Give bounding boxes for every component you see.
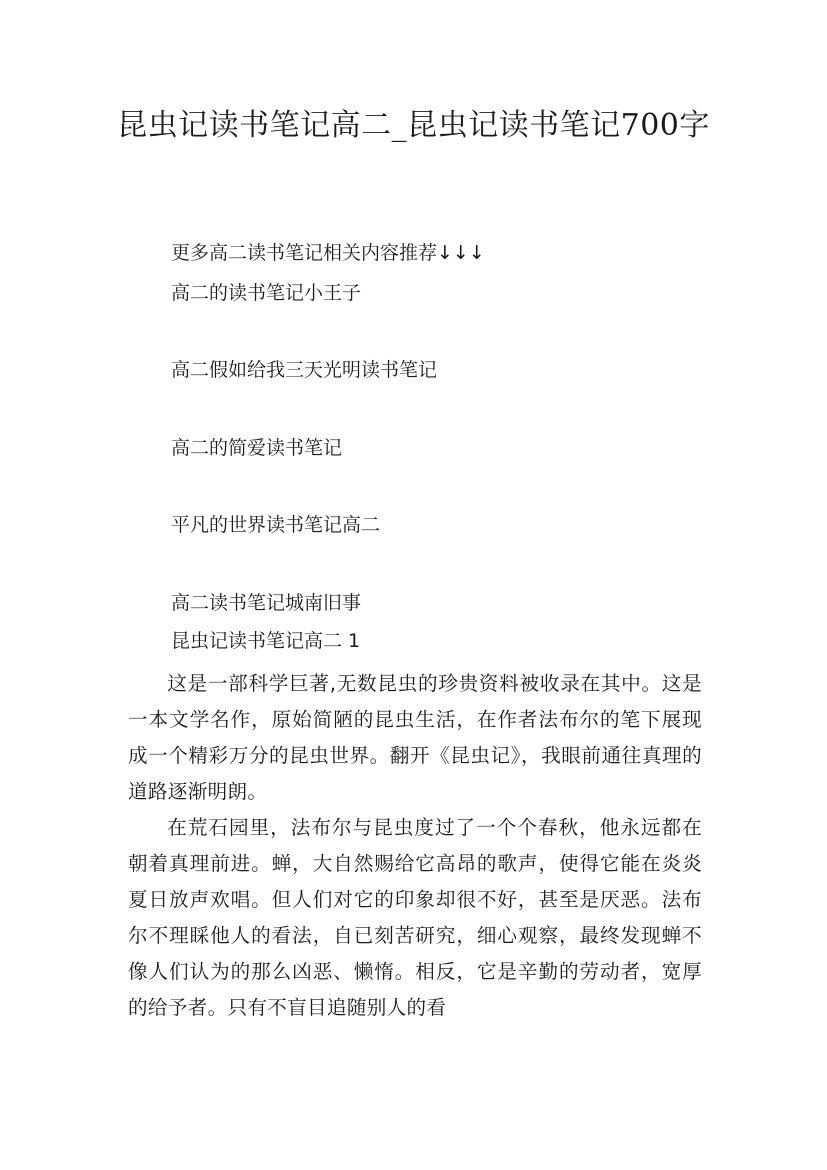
related-link[interactable]: 高二的简爱读书笔记 [171,437,343,459]
recommend-header: 更多高二读书笔记相关内容推荐↓↓↓ [171,242,485,264]
related-link[interactable]: 高二读书笔记城南旧事 [171,592,362,614]
related-link[interactable]: 高二的读书笔记小王子 [171,282,362,304]
article-body [128,666,702,1026]
paragraph: 这是一部科学巨著,无数昆虫的珍贵资料被收录在其中。这是一本文学名作，原始简陋的昆虫生活，在作者法布尔的笔下展现成一个精彩万分的昆虫世界。翻开《昆虫记》，我眼前通往真理的道路逐渐明朗。 [128,672,702,803]
related-link[interactable]: 平凡的世界读书笔记高二 [171,514,381,536]
paragraph: 在荒石园里，法布尔与昆虫度过了一个个春秋，他永远都在朝着真理前进。蝉，大自然赐给它高昂的歌声，使得它能在炎炎夏日放声欢唱。但人们对它的印象却很不好，甚至是厌恶。法布尔不理睬他人的看法，自已刻苦研究，细心观察，最终发现蝉不像人们认为的那么凶恶、懒惰。相反，它是辛勤的劳动者，宽厚的给予者。只有不盲目追随别人的看 [128,816,702,1019]
related-link[interactable]: 高二假如给我三天光明读书笔记 [171,359,438,381]
document-title: 昆虫记读书笔记高二_昆虫记读书笔记700字 [117,108,710,143]
section-heading: 昆虫记读书笔记高二 1 [171,630,361,652]
